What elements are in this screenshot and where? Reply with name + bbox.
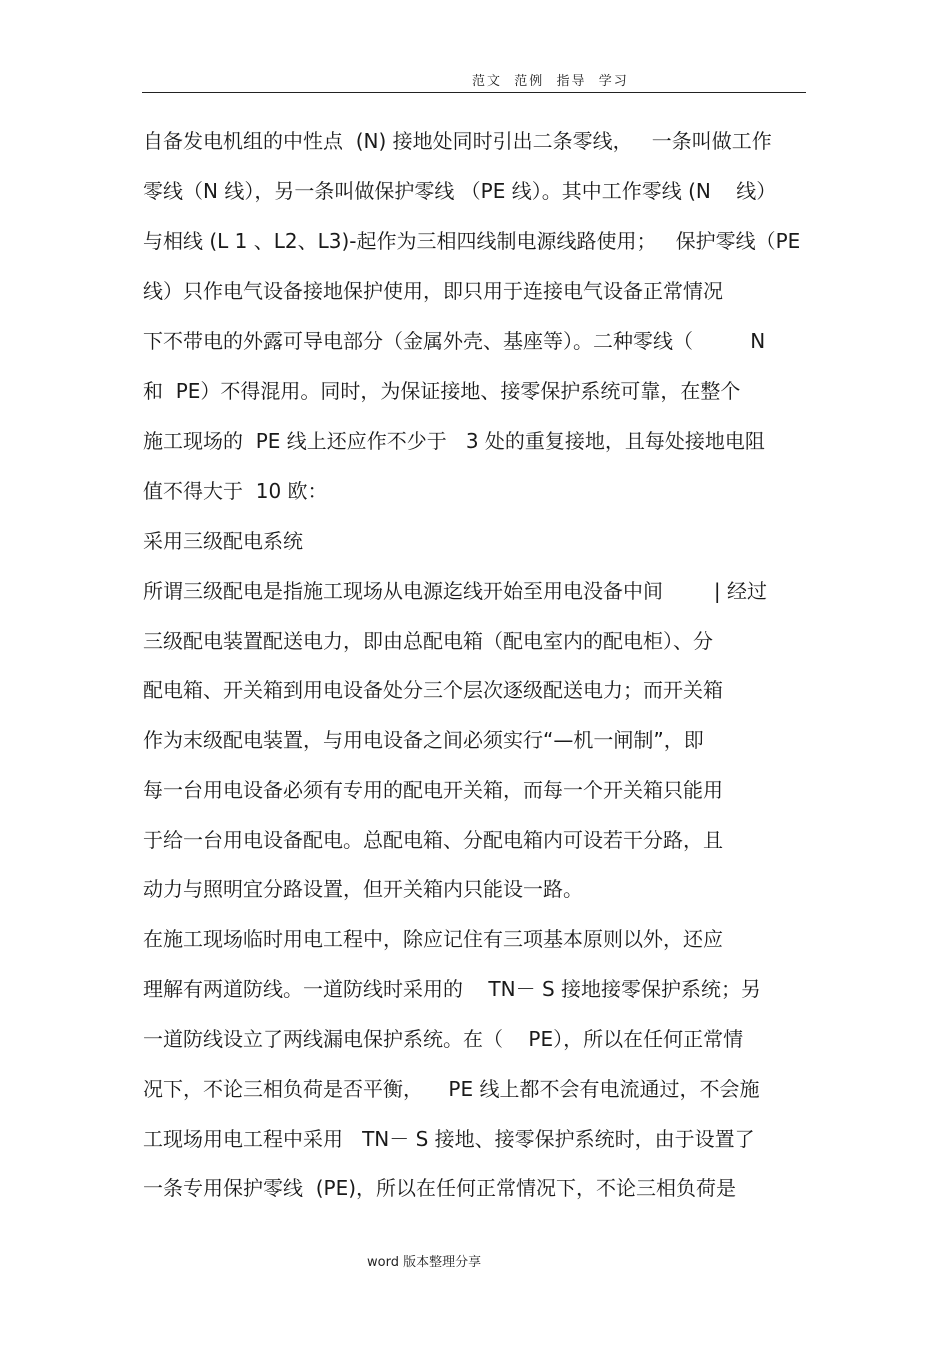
body-line: 与相线 (L 1 、L2、L3)-起作为三相四线制电源线路使用； 保护零线（PE (143, 229, 801, 253)
page-footer: word 版本整理分享 (367, 1255, 482, 1270)
body-line: 所谓三级配电是指施工现场从电源迄线开始至用电没备中间 | 经过 (143, 579, 767, 603)
page-header (142, 66, 806, 93)
body-line: 线）只作电气设备接地保护使用，即只用于连接电气设备正常情况 (143, 279, 723, 303)
body-line: 施工现场的 PE 线上还应作不少于 3 处的重复接地，且每处接地电阻 (143, 429, 765, 453)
body-line: 自备发电机组的中性点 (N) 接地处同时引出二条零线， 一条叫做工作 (143, 129, 772, 153)
body-line: 一道防线设立了两线漏电保护系统。在（ PE），所以在任何正常情 (143, 1027, 744, 1051)
body-line: 配电箱、开关箱到用电设备处分三个层次逐级配送电力；而开关箱 (143, 678, 723, 702)
body-line: 作为末级配电装置，与用电设备之间必须实行“—机一闸制”，即 (143, 728, 704, 752)
body-line: 在施工现场临时用电工程中，除应记住有三项基本原则以外，还应 (143, 927, 723, 951)
header-text: 范文 范例 指导 学习 (472, 74, 629, 89)
section-heading: 采用三级配电系统 (143, 529, 303, 553)
body-line: 动力与照明宜分路设置，但开关箱内只能设一路。 (143, 877, 583, 901)
body-line: 和 PE）不得混用。同时，为保证接地、接零保护系统可靠，在整个 (143, 379, 741, 403)
body-line: 工现场用电工程中采用 TN－ S 接地、接零保护系统时，由于设置了 (143, 1127, 755, 1151)
body-line: 零线（N 线），另一条叫做保护零线 （PE 线）。其中工作零线 (N 线） (143, 179, 777, 203)
body-line: 于给一台用电设备配电。总配电箱、分配电箱内可设若干分路，且 (143, 828, 723, 852)
body-line: 一条专用保护零线 (PE)，所以在任何正常情况下，不论三相负荷是 (143, 1176, 737, 1200)
body-line: 下不带电的外露可导电部分（金属外壳、基座等）。二种零线（ N (143, 329, 766, 353)
body-line: 理解有两道防线。一道防线时采用的 TN－ S 接地接零保护系统；另 (143, 977, 762, 1001)
body-line: 值不得大于 10 欧： (143, 479, 328, 503)
body-line: 每一台用电设备必须有专用的配电开关箱，而每一个开关箱只能用 (143, 778, 723, 802)
body-line: 况下，不论三相负荷是否平衡， PE 线上都不会有电流通过，不会施 (143, 1077, 760, 1101)
body-line: 三级配电装置配送电力，即由总配电箱（配电室内的配电柜）、分 (143, 629, 713, 653)
